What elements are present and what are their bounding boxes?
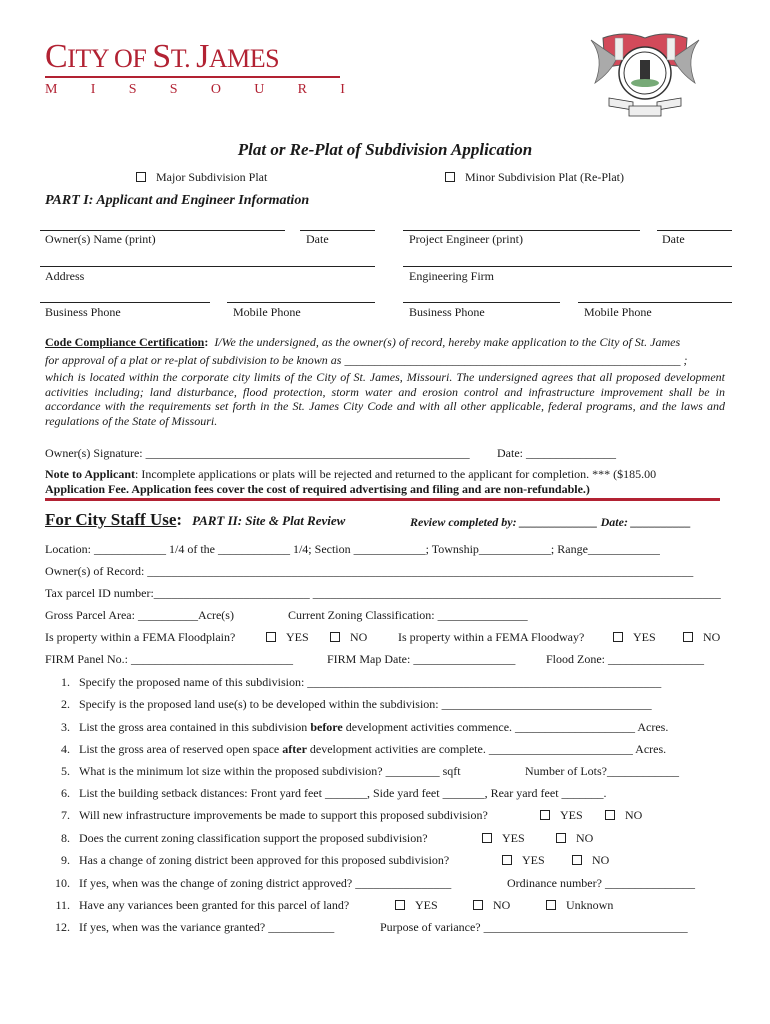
no-label: NO — [592, 853, 610, 867]
logo-text: ITY OF — [67, 44, 153, 73]
engineer-date-line[interactable] — [657, 230, 732, 231]
missouri-letter: R — [297, 82, 307, 97]
owner-business-phone-label: Business Phone — [45, 305, 121, 319]
yes-label: YES — [560, 808, 583, 822]
question-number: 6. — [61, 786, 70, 800]
engineering-firm-line[interactable] — [403, 266, 732, 267]
question-number: 12. — [55, 920, 70, 934]
engineer-date-label: Date — [662, 232, 685, 246]
question-text: Does the current zoning classification support the proposed subdivision? — [79, 831, 428, 845]
question-1[interactable] — [48, 675, 661, 690]
checkbox-icon[interactable] — [266, 632, 276, 642]
question-emphasis: after — [282, 742, 307, 756]
no-label: NO — [350, 630, 368, 644]
owner-signature-field[interactable]: Owner(s) Signature: ______________________________________________________ — [45, 446, 470, 460]
question-text: Have any variances been granted for this parcel of land? — [79, 898, 350, 912]
certification-text: I/We the undersigned, as the owner(s) of record, hereby make application to the City of St. James — [214, 335, 681, 349]
engineer-mobile-phone-line[interactable] — [578, 302, 732, 303]
question-text: Specify the proposed name of this subdivision: ___________________________________________________________ — [79, 675, 662, 689]
owner-name-label: Owner(s) Name (print) — [45, 232, 156, 246]
staff-heading-block — [45, 510, 345, 530]
missouri-letter: S — [169, 82, 178, 97]
question-number: 1. — [61, 675, 70, 689]
checkbox-icon[interactable] — [546, 900, 556, 910]
q8-yes-option[interactable] — [482, 831, 525, 846]
missouri-letter: I — [340, 82, 345, 97]
owner-date-line[interactable] — [300, 230, 375, 231]
q11-yes-option[interactable] — [395, 898, 438, 913]
question-4[interactable] — [48, 742, 666, 757]
location-field[interactable]: Location: ____________ 1/4 of the ____________ 1/4; Section ____________; Township____________; Range____________ — [45, 542, 660, 556]
fema-floodplain-question: Is property within a FEMA Floodplain? — [45, 630, 236, 644]
number-of-lots-field[interactable]: Number of Lots?____________ — [525, 764, 679, 778]
floodway-no-option[interactable] — [683, 630, 720, 645]
question-number: 4. — [61, 742, 70, 756]
no-label: NO — [625, 808, 643, 822]
address-label: Address — [45, 269, 85, 283]
part1-heading: PART I: Applicant and Engineer Information — [45, 193, 310, 208]
question-12[interactable] — [48, 920, 334, 935]
question-3[interactable] — [48, 720, 668, 735]
question-text: development activities are complete. ________________________ Acres. — [306, 742, 667, 756]
form-title: Plat or Re-Plat of Subdivision Application — [237, 140, 533, 159]
question-10[interactable] — [48, 876, 451, 891]
purpose-of-variance-field[interactable]: Purpose of variance? __________________________________ — [380, 920, 688, 934]
minor-plat-label: Minor Subdivision Plat (Re-Plat) — [465, 170, 624, 184]
checkbox-icon[interactable] — [330, 632, 340, 642]
gross-parcel-field[interactable]: Gross Parcel Area: __________Acre(s) — [45, 608, 234, 622]
question-number: 3. — [61, 720, 70, 734]
review-completed-field[interactable]: Review completed by: _____________ Date: __________ — [410, 515, 691, 529]
missouri-letters — [45, 82, 345, 98]
question-5[interactable] — [48, 764, 461, 779]
note-label: Note to Applicant — [45, 467, 135, 481]
question-number: 5. — [61, 764, 70, 778]
yes-label: YES — [633, 630, 656, 644]
q9-no-option[interactable] — [572, 853, 609, 868]
question-text: If yes, when was the variance granted? ___________ — [79, 920, 335, 934]
unknown-label: Unknown — [566, 898, 614, 912]
tax-parcel-field[interactable]: Tax parcel ID number:__________________________ ____________________________________________________________________ — [45, 586, 721, 600]
logo-letter: C — [45, 38, 68, 75]
checkbox-icon[interactable] — [136, 172, 146, 182]
note-line2: Application Fee. Application fees cover the cost of required advertising and filing and are non-refundable.) — [45, 482, 590, 496]
owner-mobile-phone-label: Mobile Phone — [233, 305, 301, 319]
checkbox-icon[interactable] — [395, 900, 405, 910]
question-text: Has a change of zoning district been approved for this proposed subdivision? — [79, 853, 450, 867]
staff-heading-colon: : — [176, 510, 183, 529]
question-8 — [48, 831, 428, 846]
floodplain-no-option[interactable] — [330, 630, 367, 645]
question-text: What is the minimum lot size within the proposed subdivision? _________ sqft — [79, 764, 461, 778]
engineer-business-phone-line[interactable] — [403, 302, 560, 303]
certification-line1 — [45, 335, 680, 350]
owner-name-line[interactable] — [40, 230, 285, 231]
checkbox-icon[interactable] — [502, 855, 512, 865]
question-number: 7. — [61, 808, 70, 822]
question-text: If yes, when was the change of zoning district approved? ________________ — [79, 876, 452, 890]
yes-label: YES — [502, 831, 525, 845]
owners-of-record-field[interactable]: Owner(s) of Record: ___________________________________________________________________________________________ — [45, 564, 694, 578]
major-plat-label: Major Subdivision Plat — [156, 170, 268, 184]
engineer-business-phone-label: Business Phone — [409, 305, 485, 319]
certification-body: which is located within the corporate city limits of the City of St. James, Missouri. The undersigned agrees that all proposed development activities including; land disturbance, flood protection, storm water and erosion control and infrastructure improvement shall be in accordance with the requirements set forth in the St. James City Code and with all other applicable, federal programs, and the laws and regulations of the State of Missouri. — [45, 370, 725, 428]
flood-zone-field[interactable]: Flood Zone: ________________ — [546, 652, 704, 666]
owner-date-label: Date — [306, 232, 329, 246]
missouri-letter: M — [45, 82, 58, 97]
no-label: NO — [576, 831, 594, 845]
address-line[interactable] — [40, 266, 375, 267]
question-number: 10. — [55, 876, 70, 890]
missouri-letter: S — [128, 82, 137, 97]
checkbox-icon[interactable] — [482, 833, 492, 843]
q11-no-option[interactable] — [473, 898, 510, 913]
signature-date-field[interactable]: Date: _______________ — [497, 446, 616, 460]
question-number: 9. — [61, 853, 70, 867]
q8-no-option[interactable] — [556, 831, 593, 846]
owner-mobile-phone-line[interactable] — [227, 302, 375, 303]
current-zoning-field[interactable]: Current Zoning Classification: _______________ — [288, 608, 528, 622]
logo-underline — [45, 76, 340, 78]
logo-letter: J — [196, 38, 209, 75]
q9-yes-option[interactable] — [502, 853, 545, 868]
question-6[interactable] — [48, 786, 607, 801]
engineer-mobile-phone-label: Mobile Phone — [584, 305, 652, 319]
yes-label: YES — [415, 898, 438, 912]
question-7 — [48, 808, 488, 823]
city-logo-title — [45, 38, 279, 76]
question-11 — [48, 898, 349, 913]
question-number: 2. — [61, 697, 70, 711]
question-text: Specify is the proposed land use(s) to be developed within the subdivision: ___________________________________ — [79, 697, 652, 711]
question-number: 8. — [61, 831, 70, 845]
missouri-letter: U — [254, 82, 265, 97]
firm-map-date-field[interactable]: FIRM Map Date: _________________ — [327, 652, 516, 666]
checkbox-icon[interactable] — [683, 632, 693, 642]
major-plat-option[interactable] — [136, 170, 267, 185]
owner-business-phone-line[interactable] — [40, 302, 210, 303]
checkbox-icon[interactable] — [556, 833, 566, 843]
certification-colon: : — [204, 335, 209, 349]
firm-panel-field[interactable]: FIRM Panel No.: ___________________________ — [45, 652, 294, 666]
floodway-yes-option[interactable] — [613, 630, 656, 645]
part2-heading: PART II: Site & Plat Review — [192, 513, 346, 528]
question-text: List the gross area contained in this subdivision — [79, 720, 311, 734]
section-divider — [45, 498, 720, 501]
question-text: Will new infrastructure improvements be made to support this proposed subdivision? — [79, 808, 488, 822]
logo-text: AMES — [208, 44, 280, 73]
yes-label: YES — [286, 630, 309, 644]
checkbox-icon[interactable] — [473, 900, 483, 910]
staff-heading: For City Staff Use — [45, 510, 177, 529]
certification-subdivision-name[interactable]: for approval of a plat or re-plat of subdivision to be known as ________________________________________________________ ; — [45, 353, 688, 367]
checkbox-icon[interactable] — [613, 632, 623, 642]
note-to-applicant — [45, 467, 656, 482]
question-2[interactable] — [48, 697, 652, 712]
minor-plat-option[interactable] — [445, 170, 624, 185]
question-9 — [48, 853, 449, 868]
question-emphasis: before — [310, 720, 343, 734]
checkbox-icon[interactable] — [445, 172, 455, 182]
q11-unknown-option[interactable] — [546, 898, 613, 913]
missouri-letter: O — [210, 82, 221, 97]
q7-yes-option[interactable] — [540, 808, 583, 823]
city-seal-icon — [585, 28, 705, 123]
logo-text: T. — [170, 44, 197, 73]
ordinance-number-field[interactable]: Ordinance number? _______________ — [507, 876, 695, 890]
note-text: : Incomplete applications or plats will be rejected and returned to the applicant for completion. *** ($185.00 — [135, 467, 657, 481]
no-label: NO — [703, 630, 721, 644]
yes-label: YES — [522, 853, 545, 867]
logo-letter: S — [152, 38, 171, 75]
fema-floodway-question: Is property within a FEMA Floodway? — [398, 630, 585, 644]
engineer-name-label: Project Engineer (print) — [409, 232, 523, 246]
floodplain-yes-option[interactable] — [266, 630, 309, 645]
q7-no-option[interactable] — [605, 808, 642, 823]
no-label: NO — [493, 898, 511, 912]
question-text: List the building setback distances: Front yard feet _______, Side yard feet _______, Rear yard feet _______. — [79, 786, 607, 800]
question-number: 11. — [55, 898, 70, 912]
question-text: List the gross area of reserved open space — [79, 742, 283, 756]
question-text: development activities commence. ____________________ Acres. — [342, 720, 669, 734]
certification-label: Code Compliance Certification — [45, 335, 205, 349]
checkbox-icon[interactable] — [605, 810, 615, 820]
checkbox-icon[interactable] — [540, 810, 550, 820]
engineer-name-line[interactable] — [403, 230, 640, 231]
checkbox-icon[interactable] — [572, 855, 582, 865]
missouri-letter: I — [90, 82, 96, 97]
engineering-firm-label: Engineering Firm — [409, 269, 494, 283]
